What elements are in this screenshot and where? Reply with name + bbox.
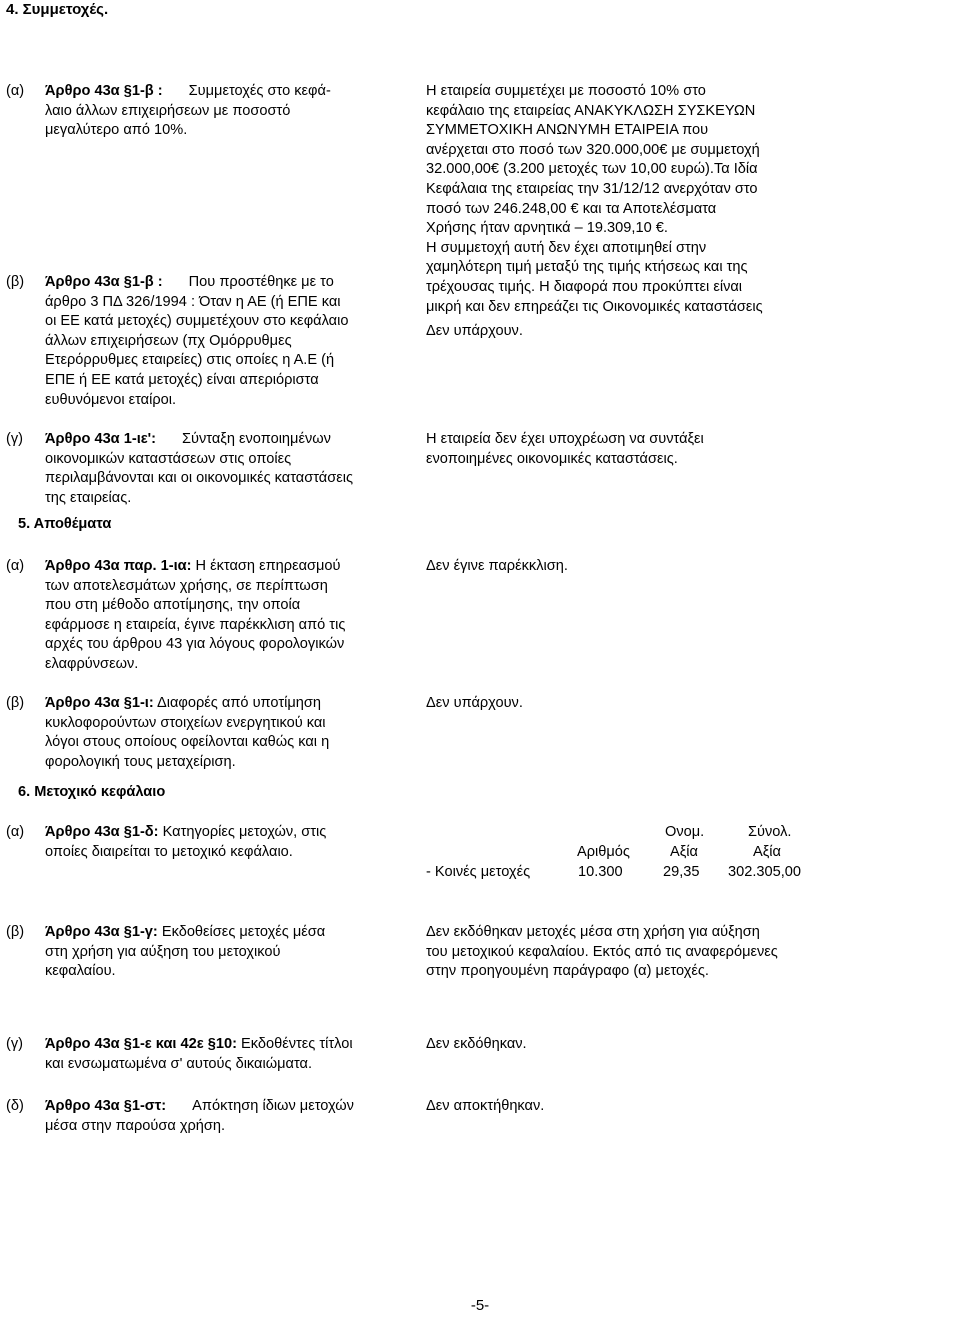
- item-4a-answer: [426, 82, 846, 317]
- item-4b-line: ευθυνόμενοι εταίροι.: [45, 391, 177, 408]
- item-4a-answer-line: ποσό των 246.248,00 € και τα Αποτελέσματα: [426, 200, 717, 217]
- item-6b-answer-line: Δεν εκδόθηκαν μετοχές μέσα στη χρήση για αύξηση: [426, 924, 760, 940]
- item-6c-answer: Δεν εκδόθηκαν.: [426, 1036, 527, 1052]
- item-5a-description: [45, 557, 387, 675]
- item-5b-article: Άρθρο 43α §1-ι:: [45, 695, 154, 711]
- item-4b-answer: Δεν υπάρχουν.: [426, 323, 523, 339]
- item-6b-line1: Εκδοθείσες μετοχές μέσα: [161, 924, 326, 940]
- item-5a-line: ελαφρύνσεων.: [45, 655, 139, 672]
- item-4c-line: οικονομικών καταστάσεων στις οποίες: [45, 450, 292, 467]
- item-6c-line1: Εκδοθέντες τίτλοι: [241, 1036, 353, 1052]
- item-5b-line1: Διαφορές από υποτίμηση: [156, 695, 321, 711]
- item-4a-line3: μεγαλύτερο από 10%.: [45, 122, 188, 139]
- item-5a-article: Άρθρο 43α παρ. 1-ια:: [45, 558, 192, 574]
- item-6b-letter: (β): [6, 924, 25, 940]
- section-6-title: 6. Μετοχικό κεφάλαιο: [18, 784, 166, 800]
- item-6b-line: στη χρήση για αύξηση του μετοχικού: [45, 943, 281, 960]
- item-6d-answer: Δεν αποκτήθηκαν.: [426, 1098, 545, 1114]
- item-4a-answer-line: 32.000,00€ (3.200 μετοχές των 10,00 ευρώ).Τα Ιδία: [426, 161, 758, 178]
- item-6d-letter: (δ): [6, 1098, 24, 1114]
- item-6c-letter: (γ): [6, 1036, 24, 1052]
- item-5a-answer: Δεν έγινε παρέκκλιση.: [426, 558, 568, 574]
- header-nominal-2: Αξία: [670, 844, 698, 860]
- item-4c-answer: [426, 430, 846, 469]
- item-4c-answer-line: Η εταιρεία δεν έχει υποχρέωση να συντάξει: [426, 431, 704, 447]
- item-6d-description: [45, 1097, 387, 1136]
- item-4a-answer-line: Η εταιρεία συμμετέχει με ποσοστό 10% στο: [426, 83, 706, 99]
- item-4a-answer-line: κεφάλαιο της εταιρείας ΑΝΑΚΥΚΛΩΣΗ ΣΥΣΚΕΥΩΝ: [426, 102, 756, 119]
- item-6a-letter: (α): [6, 824, 25, 840]
- item-6d-article: Άρθρο 43α §1-στ:: [45, 1098, 167, 1114]
- item-4a-letter: (α): [6, 83, 25, 99]
- item-4b-line: Ετερόρρυθμες εταιρείες) στις οποίες η Α.Ε (ή: [45, 352, 335, 369]
- item-5b-line: κυκλοφορούντων στοιχείων ενεργητικού και: [45, 714, 326, 731]
- row-total: 302.305,00: [728, 864, 802, 880]
- header-total-2: Αξία: [753, 844, 781, 860]
- row-label: - Κοινές μετοχές: [426, 864, 531, 880]
- item-4a-answer-line: Χρήσης ήταν αρνητικά – 19.309,10 €.: [426, 220, 668, 237]
- share-capital-table: [426, 823, 846, 883]
- item-4a-answer-line: Κεφάλαια της εταιρείας την 31/12/12 ανερχόταν στο: [426, 180, 758, 197]
- item-4c-answer-line: ενοποιημένες οικονομικές καταστάσεις.: [426, 450, 678, 467]
- item-4c-article: Άρθρο 43α 1-ιε':: [45, 431, 156, 447]
- item-4a-answer-line: χαμηλότερη τιμή μεταξύ της τιμής κτήσεως και της: [426, 259, 748, 276]
- item-6b-answer: [426, 923, 846, 982]
- item-4a-answer-line: ΣΥΜΜΕΤΟΧΙΚΗ ΑΝΩΝΥΜΗ ΕΤΑΙΡΕΙΑ που: [426, 122, 709, 139]
- item-4b-line: άρθρο 3 ΠΔ 326/1994 : Όταν η ΑΕ (ή ΕΠΕ και: [45, 293, 341, 310]
- item-4c-line: περιλαμβάνονται και οι οικονομικές καταστάσεις: [45, 470, 354, 487]
- item-6b-article: Άρθρο 43α §1-γ:: [45, 924, 158, 940]
- row-number: 10.300: [578, 864, 623, 880]
- section-5-title: 5. Αποθέματα: [18, 516, 112, 532]
- page-number: -5-: [470, 1297, 490, 1314]
- item-4a-answer-line: τρέχουσας τιμής. Η διαφορά που προκύπτει είναι: [426, 278, 743, 295]
- item-4a-article: Άρθρο 43α §1-β :: [45, 83, 163, 99]
- item-6c-line2: και ενσωματωμένα σ' αυτούς δικαιώματα.: [45, 1055, 313, 1072]
- header-nominal-1: Ονομ.: [665, 824, 705, 840]
- item-6a-article: Άρθρο 43α §1-δ:: [45, 824, 159, 840]
- item-4a-line2: λαιο άλλων επιχειρήσεων με ποσοστό: [45, 102, 291, 119]
- item-6d-line1: Απόκτηση ίδιων μετοχών: [192, 1098, 354, 1114]
- item-4a-answer-line: ανέρχεται στο ποσό των 320.000,00€ με συμμετοχή: [426, 141, 760, 158]
- item-6a-line1: Κατηγορίες μετοχών, στις: [162, 824, 327, 840]
- item-5a-line1: Η έκταση επηρεασμού: [195, 558, 341, 574]
- item-4c-description: [45, 430, 387, 508]
- item-5b-line: φορολογική τους μεταχείριση.: [45, 753, 236, 770]
- item-5b-description: [45, 694, 387, 772]
- item-4a-answer-line: Η συμμετοχή αυτή δεν έχει αποτιμηθεί στην: [426, 239, 707, 256]
- item-6d-line2: μέσα στην παρούσα χρήση.: [45, 1117, 226, 1134]
- item-4b-line: άλλων επιχειρήσεων (πχ Ομόρρυθμες: [45, 332, 292, 349]
- item-6b-line: κεφαλαίου.: [45, 963, 116, 980]
- row-nominal: 29,35: [663, 864, 700, 880]
- header-total-1: Σύνολ.: [748, 824, 792, 840]
- item-4b-article: Άρθρο 43α §1-β :: [45, 274, 163, 290]
- item-6b-answer-line: στην προηγουμένη παράγραφο (α) μετοχές.: [426, 963, 709, 980]
- item-6b-description: [45, 923, 387, 982]
- item-4c-letter: (γ): [6, 431, 24, 447]
- item-6b-answer-line: του μετοχικού κεφαλαίου. Εκτός από τις αναφερόμενες: [426, 943, 778, 960]
- item-4c-line: της εταιρείας.: [45, 489, 132, 506]
- item-4a-line1: Συμμετοχές στο κεφά-: [188, 83, 331, 99]
- item-5b-answer: Δεν υπάρχουν.: [426, 695, 523, 711]
- item-4b-description: [45, 273, 387, 410]
- item-6c-article: Άρθρο 43α §1-ε και 42ε §10:: [45, 1036, 237, 1052]
- item-4b-letter: (β): [6, 274, 25, 290]
- item-4a-answer-line: μικρή και δεν επηρεάζει τις Οικονομικές καταστάσεις: [426, 298, 763, 315]
- item-6a-line2: οποίες διαιρείται το μετοχικό κεφάλαιο.: [45, 843, 293, 860]
- item-5b-line: λόγοι στους οποίους οφείλονται καθώς και η: [45, 734, 330, 751]
- item-5a-letter: (α): [6, 558, 25, 574]
- item-5a-line: αρχές του άρθρου 43 για λόγους φορολογικών: [45, 636, 345, 653]
- header-number: Αριθμός: [577, 844, 630, 860]
- item-4a-description: [45, 82, 387, 141]
- item-4b-line1: Που προστέθηκε με το: [188, 274, 334, 290]
- item-6c-description: [45, 1035, 387, 1074]
- item-4b-line: οι ΕΕ κατά μετοχές) συμμετέχουν στο κεφάλαιο: [45, 313, 349, 330]
- item-5b-letter: (β): [6, 695, 25, 711]
- item-6a-description: [45, 823, 387, 862]
- section-4-title: 4. Συμμετοχές.: [6, 1, 109, 18]
- item-4c-line1: Σύνταξη ενοποιημένων: [182, 431, 331, 447]
- item-4b-line: ΕΠΕ ή ΕΕ κατά μετοχές) είναι απεριόριστα: [45, 371, 319, 388]
- item-5a-line: των αποτελεσμάτων χρήσης, σε περίπτωση: [45, 577, 328, 594]
- item-5a-line: που στη μέθοδο αποτίμησης, την οποία: [45, 597, 301, 614]
- item-5a-line: εφάρμοσε η εταιρεία, έγινε παρέκκλιση από τις: [45, 616, 346, 633]
